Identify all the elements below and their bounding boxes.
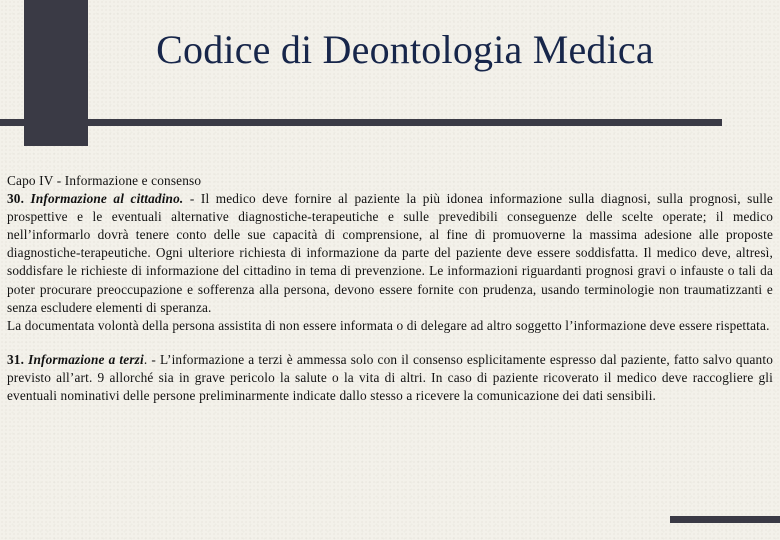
article-30-paragraph-2: La documentata volontà della persona assistita di non essere informata o di delegare ad altro soggetto l’informazione deve essere rispettata.: [7, 317, 770, 333]
article-31-title: Informazione a terzi: [28, 351, 144, 367]
article-30-number: 30.: [7, 191, 25, 207]
title-underline-bar: [0, 119, 722, 126]
article-31-number: 31.: [7, 351, 25, 367]
bottom-decorative-bar: [670, 516, 780, 523]
article-30-title: Informazione al cittadino.: [30, 191, 184, 207]
chapter-heading: Capo IV - Informazione e consenso: [7, 173, 202, 188]
article-31-paragraph: [7, 351, 773, 405]
article-31-text: . - L’informazione a terzi è ammessa solo con il consenso esplicitamente espresso dal paziente, fatto salvo quanto previsto all’art. 9 allorché sia in grave pericolo la salute o la vita di altri. In caso di paziente ricoverato il medico deve raccogliere gli eventuali nominativi delle persone preliminarmente indicate dallo stesso a ricevere la comunicazione dei dati sensibili.: [7, 351, 773, 404]
article-30-paragraph: [7, 190, 773, 317]
paragraph-spacer: [7, 335, 773, 351]
article-30-text: - Il medico deve fornire al paziente la più idonea informazione sulla diagnosi, sulla prognosi, sulle prospettive e le eventuali alternative diagnostiche-terapeutiche e sulle prevedibili conseguenze delle scelte operate; il medico nell’informarlo dovrà tenere conto delle sue capacità di comprensione, al fine di promuoverne la massima adesione alle proposte diagnostiche-terapeutiche. Ogni ulteriore richiesta di informazione da parte del paziente deve essere soddisfatta. Il medico deve, altresì, soddisfare le richieste di informazione del cittadino in tema di prevenzione. Le informazioni riguardanti prognosi gravi o infauste o tali da poter procurare preoccupazione e sofferenza alla persona, devono essere fornite con prudenza, usando terminologie non traumatizzanti e senza escludere elementi di speranza.: [7, 191, 773, 315]
slide-body: [7, 172, 773, 405]
slide-title: Codice di Deontologia Medica: [156, 27, 654, 72]
